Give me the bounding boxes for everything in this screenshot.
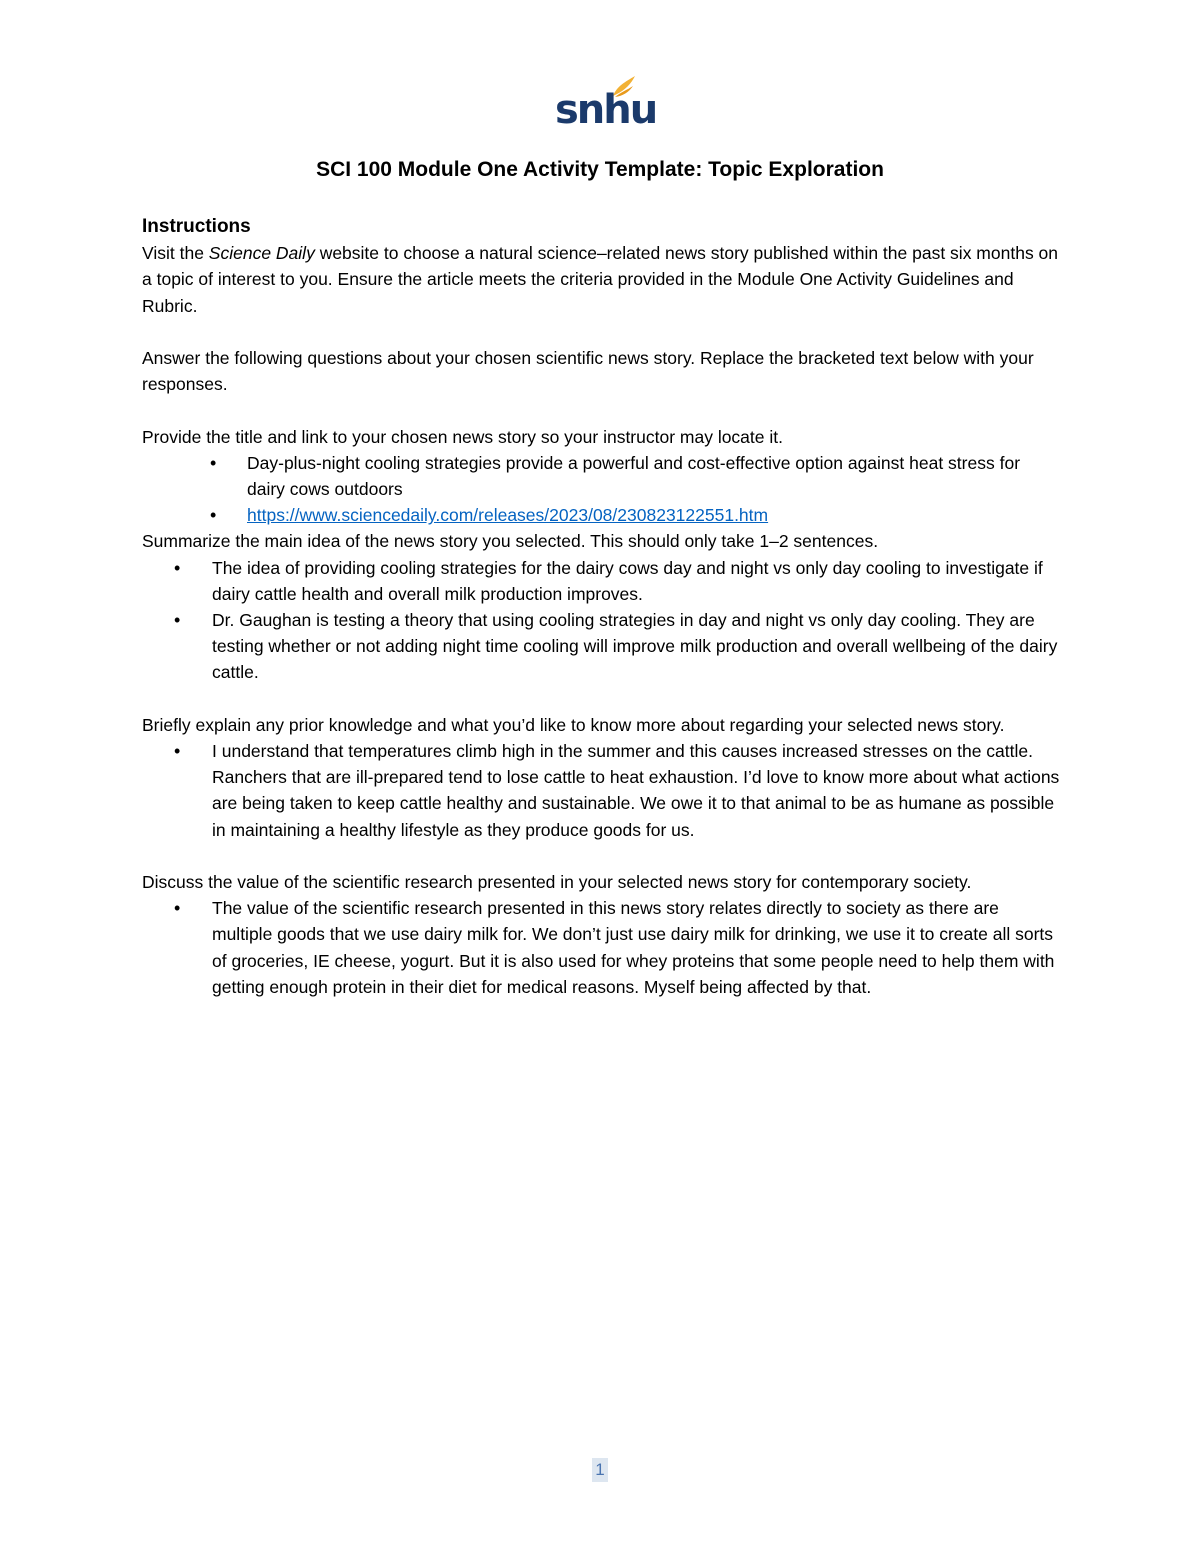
article-link[interactable]: https://www.sciencedaily.com/releases/2023/08/230823122551.htm <box>247 505 769 526</box>
document-body <box>142 214 1062 1000</box>
list-item: • Dr. Gaughan is testing a theory that using cooling strategies in day and night vs only day cooling. They are testing whether or not adding night time cooling will improve milk production and overall wellbeing of the dairy cattle. <box>142 607 1062 686</box>
list-item: • The value of the scientific research presented in this news story relates directly to society as there are multiple goods that we use dairy milk for. We don’t just use dairy milk for drinking, we use it to create all sorts of groceries, IE cheese, yogurt. But it is also used for whey proteins that some people need to help them with getting enough protein in their diet for medical reasons. Myself being affected by that. <box>142 895 1062 1000</box>
page-number: 1 <box>592 1458 608 1482</box>
list-item: • I understand that temperatures climb high in the summer and this causes increased stresses on the cattle. Ranchers that are ill-prepared tend to lose cattle to heat exhaustion. I’d love to know more about what actions are being taken to keep cattle healthy and sustainable. We owe it to that animal to be as humane as possible in maintaining a healthy lifestyle as they produce goods for us. <box>142 738 1062 843</box>
question-3-prompt: Briefly explain any prior knowledge and what you’d like to know more about regarding your selected news story. <box>142 714 1005 735</box>
instructions-heading: Instructions <box>142 216 251 237</box>
logo-wordmark: snhu <box>555 87 657 133</box>
instructions-text: Visit the <box>142 243 209 264</box>
question-2-prompt: Summarize the main idea of the news story you selected. This should only take 1–2 sentences. <box>142 531 879 552</box>
instructions-paragraph-1 <box>142 240 1062 319</box>
list-item: • Day-plus-night cooling strategies provide a powerful and cost-effective option against heat stress for dairy cows outdoors <box>142 450 1062 502</box>
question-1-prompt: Provide the title and link to your chosen news story so your instructor may locate it. <box>142 426 783 447</box>
list-item <box>142 502 1062 528</box>
science-daily-name: Science Daily <box>208 243 315 264</box>
list-item: • The idea of providing cooling strategies for the dairy cows day and night vs only day cooling to investigate if dairy cattle health and overall milk production improves. <box>142 555 1062 607</box>
question-1-answers <box>142 450 1062 529</box>
question-4-answers <box>142 895 1062 1000</box>
instructions-paragraph-2: Answer the following questions about your chosen scientific news story. Replace the bracketed text below with your responses. <box>142 348 1034 395</box>
page-title: SCI 100 Module One Activity Template: Topic Exploration <box>316 158 884 181</box>
question-2-answers <box>142 555 1062 686</box>
question-3-answers <box>142 738 1062 843</box>
snhu-logo <box>555 74 657 134</box>
instructions-text: website to choose a natural science–related news story published within the past six months on a topic of interest to you. Ensure the article meets the criteria provided in the Module One Activity Guidelines and Rubric. <box>142 243 1059 316</box>
question-4-prompt: Discuss the value of the scientific research presented in your selected news story for contemporary society. <box>142 872 972 893</box>
